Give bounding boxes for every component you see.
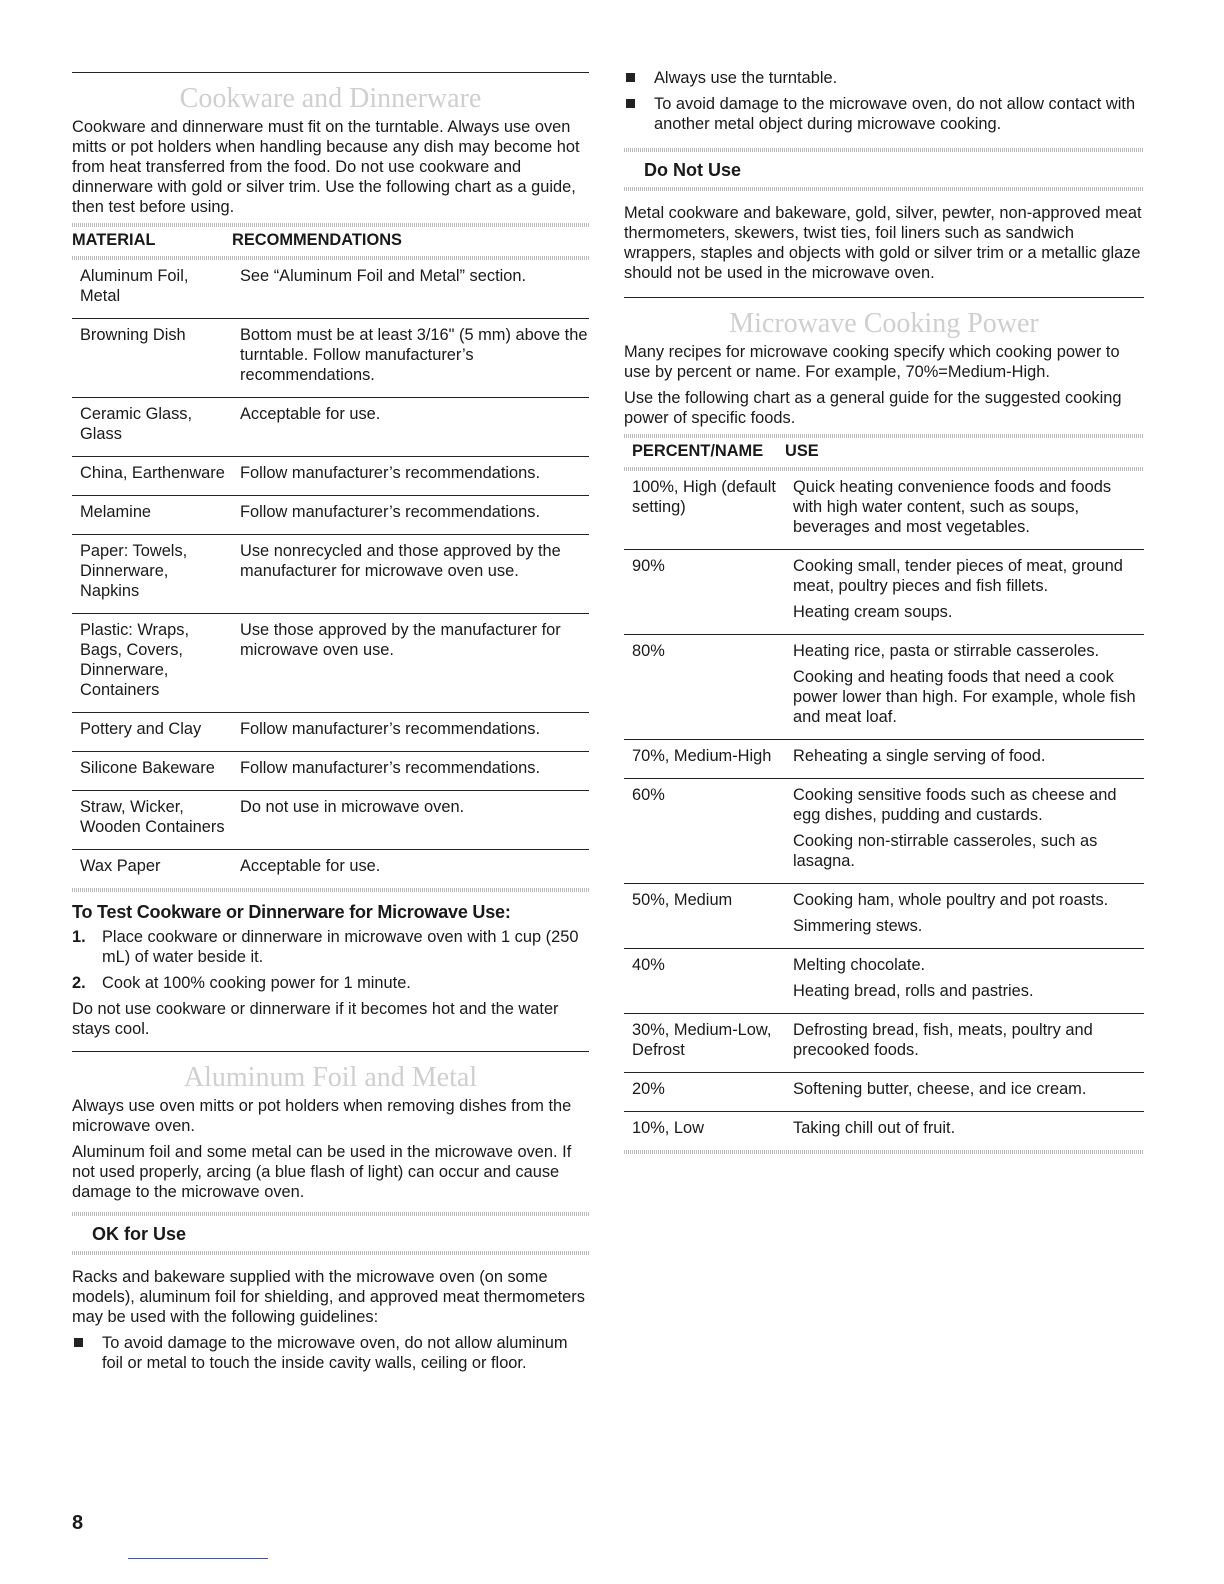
percent-name-cell: 40% <box>624 949 785 1014</box>
table-row <box>624 740 1144 779</box>
material-cell: Pottery and Clay <box>72 713 232 752</box>
bullet-icon <box>626 99 635 108</box>
do-not-use-text: Metal cookware and bakeware, gold, silver, pewter, non-approved meat thermometers, skewers, twist ties, foil liners such as sandwich wrappers, staples and objects with gold or silver trim or a metallic glaze should not be used in the microwave oven. <box>624 204 1142 282</box>
table-row <box>72 614 589 713</box>
use-text: Defrosting bread, fish, meats, poultry and precooked foods. <box>793 1021 1093 1059</box>
hatch-divider <box>624 1150 1144 1154</box>
do-not-use-heading: Do Not Use <box>644 160 742 180</box>
percent-name-cell: 30%, Medium-Low, Defrost <box>624 1014 785 1073</box>
recommendation-cell: Follow manufacturer’s recommendations. <box>232 496 589 535</box>
use-cell <box>785 1112 1144 1151</box>
use-cell <box>785 1073 1144 1112</box>
percent-name-cell: 80% <box>624 635 785 740</box>
use-text: Cooking small, tender pieces of meat, ground meat, poultry pieces and fish fillets. <box>793 557 1123 595</box>
percent-name-header: PERCENT/NAME <box>632 442 764 460</box>
percent-name-cell: 90% <box>624 550 785 635</box>
percent-name-cell: 50%, Medium <box>624 884 785 949</box>
percent-name-cell: 60% <box>624 779 785 884</box>
table-row <box>72 850 589 889</box>
use-cell <box>785 635 1144 740</box>
list-item-text: To avoid damage to the microwave oven, do not allow contact with another metal object during microwave cooking. <box>654 95 1136 133</box>
recommendation-cell: Acceptable for use. <box>240 857 381 875</box>
material-header: MATERIAL <box>72 231 156 249</box>
table-row <box>624 635 1144 740</box>
step-item <box>72 973 589 993</box>
material-cell: Aluminum Foil, Metal <box>72 260 232 319</box>
table-row <box>72 260 589 319</box>
foil-paragraph-2: Aluminum foil and some metal can be used in the microwave oven. If not used properly, arcing (a blue flash of light) can occur and cause damage to the microwave oven. <box>72 1143 572 1201</box>
table-row <box>72 319 589 398</box>
list-item-text: Always use the turntable. <box>654 69 838 87</box>
use-cell <box>785 740 1144 779</box>
step-number: 2. <box>72 974 86 992</box>
recommendation-cell: See “Aluminum Foil and Metal” section. <box>232 260 589 319</box>
use-text: Cooking sensitive foods such as cheese and egg dishes, pudding and custards. <box>793 786 1117 824</box>
power-title: Microwave Cooking Power <box>729 308 1039 339</box>
section-rule <box>624 297 1144 298</box>
list-item <box>624 68 1144 88</box>
table-row <box>72 713 589 752</box>
use-cell <box>785 471 1144 550</box>
footer-line <box>128 1558 268 1559</box>
hatch-divider <box>624 187 1144 191</box>
material-cell: Melamine <box>72 496 232 535</box>
list-item <box>624 94 1144 134</box>
step-number: 1. <box>72 928 86 946</box>
table-row <box>72 496 589 535</box>
table-row <box>624 884 1144 949</box>
table-row <box>624 471 1144 550</box>
table-row <box>72 398 589 457</box>
use-text: Cooking non-stirrable casseroles, such as lasagna. <box>793 832 1098 870</box>
material-cell: Wax Paper <box>80 857 161 875</box>
material-cell: Straw, Wicker, Wooden Containers <box>72 791 232 850</box>
table-row <box>624 1112 1144 1151</box>
section-rule <box>72 1051 589 1052</box>
recommendation-cell: Bottom must be at least 3/16" (5 mm) above the turntable. Follow manufacturer’s recommendations. <box>232 319 589 398</box>
use-text: Reheating a single serving of food. <box>793 747 1046 765</box>
use-text: Melting chocolate. <box>793 956 926 974</box>
recommendation-cell: Acceptable for use. <box>232 398 589 457</box>
step-item <box>72 927 589 967</box>
table-row <box>72 457 589 496</box>
percent-name-cell: 20% <box>624 1073 785 1112</box>
power-paragraph-2: Use the following chart as a general guide for the suggested cooking power of specific foods. <box>624 389 1122 427</box>
table-row <box>624 550 1144 635</box>
step-text: Cook at 100% cooking power for 1 minute. <box>102 974 411 992</box>
test-steps <box>72 927 589 993</box>
table-row <box>72 535 589 614</box>
use-cell <box>785 884 1144 949</box>
recommendation-cell: Do not use in microwave oven. <box>232 791 589 850</box>
right-column <box>624 68 1144 1154</box>
bullet-icon <box>74 1338 83 1347</box>
use-cell <box>785 779 1144 884</box>
recommendation-cell: Follow manufacturer’s recommendations. <box>232 457 589 496</box>
bullet-icon <box>626 73 635 82</box>
use-header: USE <box>785 442 819 460</box>
recommendations-header: RECOMMENDATIONS <box>232 231 402 249</box>
table-row <box>624 949 1144 1014</box>
ok-for-use-text: Racks and bakeware supplied with the microwave oven (on some models), aluminum foil for shielding, and approved meat thermometers may be used with the following guidelines: <box>72 1268 585 1326</box>
test-note: Do not use cookware or dinnerware if it becomes hot and the water stays cool. <box>72 1000 559 1038</box>
use-cell <box>785 550 1144 635</box>
material-cell: Browning Dish <box>72 319 232 398</box>
hatch-divider <box>72 888 589 892</box>
table-row <box>624 779 1144 884</box>
section-rule <box>72 72 589 73</box>
ok-for-use-heading: OK for Use <box>92 1224 187 1244</box>
use-text: Cooking ham, whole poultry and pot roasts. <box>793 891 1109 909</box>
table-row <box>624 1014 1144 1073</box>
table-header-row <box>72 227 589 256</box>
foil-paragraph-1: Always use oven mitts or pot holders when removing dishes from the microwave oven. <box>72 1097 572 1135</box>
material-cell: Paper: Towels, Dinnerware, Napkins <box>72 535 232 614</box>
table-header-row <box>624 438 1144 467</box>
table-row <box>72 791 589 850</box>
material-cell: China, Earthenware <box>72 457 232 496</box>
foil-title: Aluminum Foil and Metal <box>183 1062 478 1093</box>
recommendation-cell: Follow manufacturer’s recommendations. <box>232 752 589 791</box>
use-cell <box>785 1014 1144 1073</box>
use-text: Heating bread, rolls and pastries. <box>793 982 1034 1000</box>
power-table <box>624 438 1144 1150</box>
left-column <box>72 72 589 1379</box>
percent-name-cell: 100%, High (default setting) <box>624 471 785 550</box>
use-text: Cooking and heating foods that need a cook power lower than high. For example, whole fish and meat loaf. <box>793 668 1136 726</box>
ok-for-use-list-continued <box>624 68 1144 134</box>
use-text: Simmering stews. <box>793 917 923 935</box>
material-cell: Plastic: Wraps, Bags, Covers, Dinnerware, Containers <box>72 614 232 713</box>
recommendation-cell: Follow manufacturer’s recommendations. <box>232 713 589 752</box>
use-cell <box>785 949 1144 1014</box>
list-item <box>72 1333 589 1373</box>
power-paragraph-1: Many recipes for microwave cooking specify which cooking power to use by percent or name. For example, 70%=Medium-High. <box>624 343 1120 381</box>
recommendation-cell: Use those approved by the manufacturer for microwave oven use. <box>232 614 589 713</box>
ok-for-use-list <box>72 1333 589 1373</box>
use-text: Softening butter, cheese, and ice cream. <box>793 1080 1087 1098</box>
hatch-divider <box>72 1251 589 1255</box>
use-text: Taking chill out of fruit. <box>793 1119 956 1137</box>
material-cell: Ceramic Glass, Glass <box>72 398 232 457</box>
material-cell: Silicone Bakeware <box>72 752 232 791</box>
use-text: Heating cream soups. <box>793 603 953 621</box>
percent-name-cell: 10%, Low <box>632 1119 704 1137</box>
recommendation-cell: Use nonrecycled and those approved by the manufacturer for microwave oven use. <box>232 535 589 614</box>
table-row <box>72 752 589 791</box>
use-text: Quick heating convenience foods and foods with high water content, such as soups, beverages and most vegetables. <box>793 478 1112 536</box>
step-text: Place cookware or dinnerware in microwave oven with 1 cup (250 mL) of water beside it. <box>102 928 579 966</box>
cookware-table <box>72 227 589 888</box>
use-text: Heating rice, pasta or stirrable casseroles. <box>793 642 1100 660</box>
page-number: 8 <box>72 1512 84 1534</box>
percent-name-cell: 70%, Medium-High <box>624 740 785 779</box>
list-item-text: To avoid damage to the microwave oven, do not allow aluminum foil or metal to touch the inside cavity walls, ceiling or floor. <box>102 1334 568 1372</box>
table-row <box>624 1073 1144 1112</box>
cookware-intro: Cookware and dinnerware must fit on the turntable. Always use oven mitts or pot holders when handling because any dish may become hot from heat transferred from the food. Do not use cookware and dinnerware with gold or silver trim. Use the following chart as a guide, then test before using. <box>72 118 580 216</box>
test-heading: To Test Cookware or Dinnerware for Microwave Use: <box>72 902 511 922</box>
cookware-title: Cookware and Dinnerware <box>179 83 482 114</box>
